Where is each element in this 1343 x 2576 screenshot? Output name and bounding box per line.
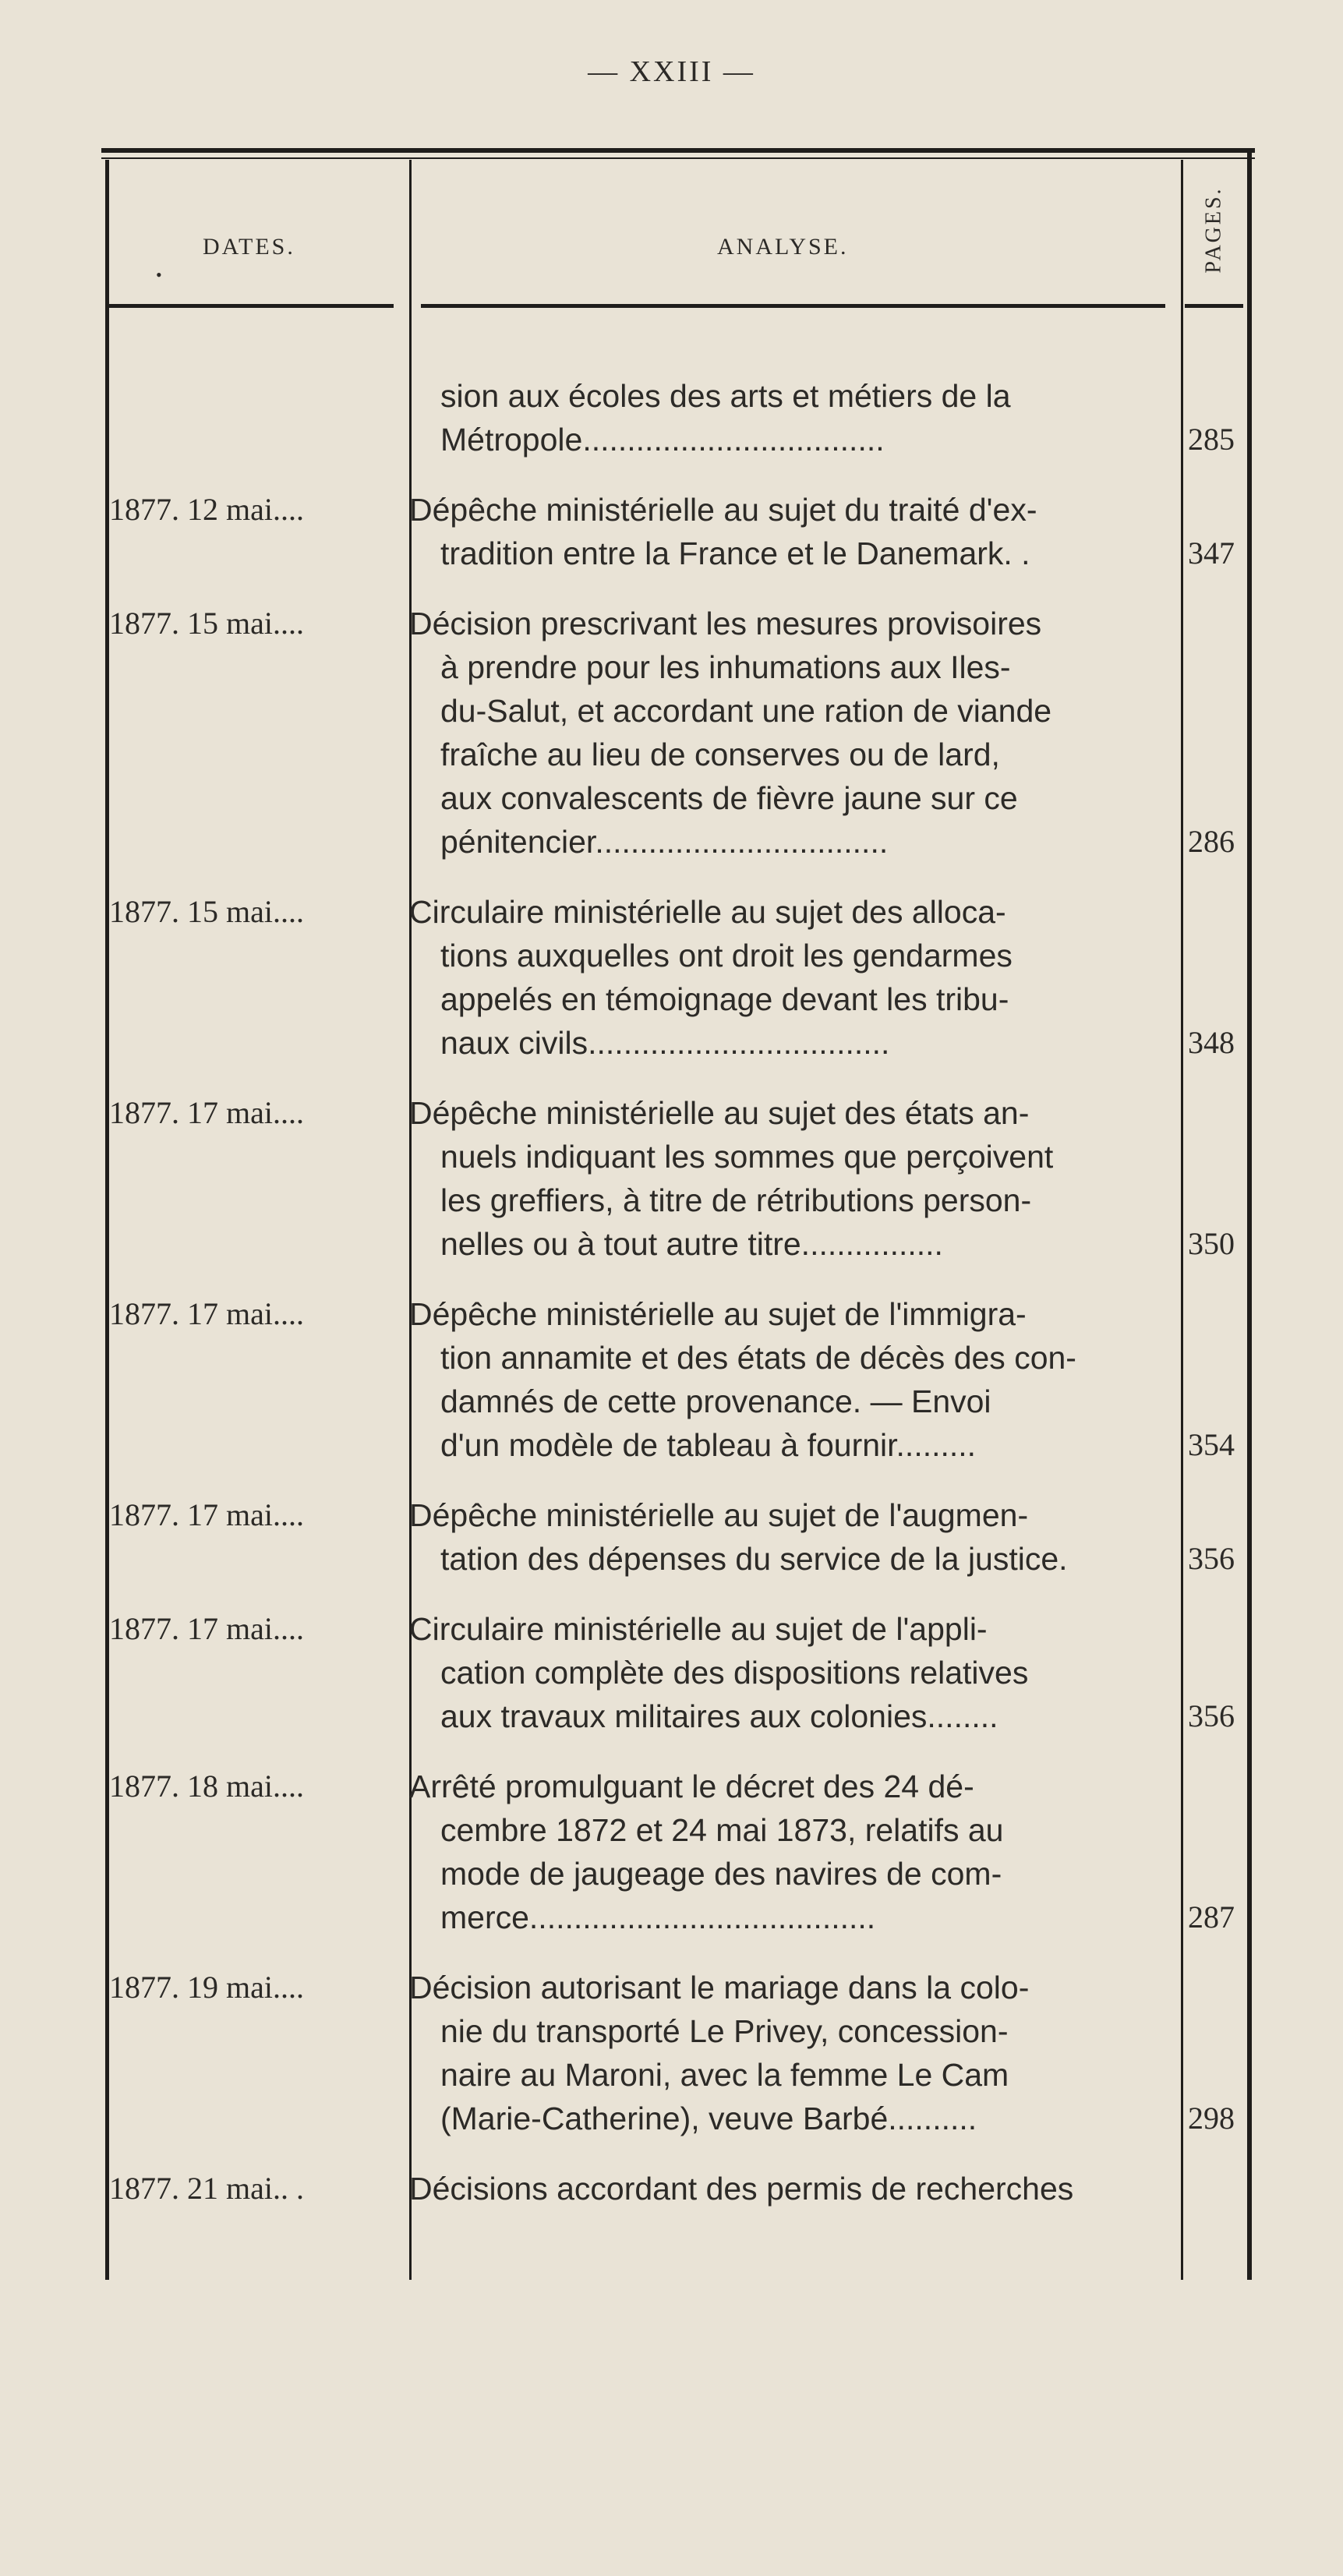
- table-row: [94, 1292, 1255, 1467]
- top-rule: [101, 148, 1255, 153]
- analysis-line: pénitencier.................................: [440, 824, 889, 860]
- entry-page-number: 350: [1188, 1226, 1235, 1261]
- table-row: [94, 374, 1255, 461]
- analysis-line: Décision prescrivant les mesures provisoires: [409, 606, 1042, 641]
- analysis-line: damnés de cette provenance. — Envoi: [440, 1383, 991, 1419]
- entry-analysis: [394, 488, 1173, 575]
- entry-analysis: [394, 1091, 1173, 1266]
- analysis-line: Dépêche ministérielle au sujet du traité d'ex-: [409, 492, 1037, 528]
- entry-page-number: 287: [1188, 1899, 1235, 1935]
- table-row: [94, 1966, 1255, 2140]
- entry-page-number: 285: [1188, 422, 1235, 457]
- analysis-line: naire au Maroni, avec la femme Le Cam: [440, 2057, 1009, 2093]
- column-header-pages-label: PAGES.: [1202, 186, 1226, 274]
- analysis-line: tation des dépenses du service de la justice.: [440, 1541, 1068, 1577]
- table-row: [94, 890, 1255, 1065]
- entry-analysis: [394, 1765, 1173, 1939]
- entry-page-number: 347: [1188, 535, 1235, 571]
- header-rule-dates: [109, 304, 394, 308]
- analysis-line: merce.......................................: [440, 1899, 876, 1935]
- analysis-line: Dépêche ministérielle au sujet des états an-: [409, 1095, 1030, 1131]
- entry-analysis: [394, 1607, 1173, 1738]
- ink-mark: •: [156, 265, 162, 284]
- analysis-line: cation complète des dispositions relatives: [440, 1655, 1029, 1691]
- column-header-pages: [1183, 187, 1246, 273]
- entry-page-number: 286: [1188, 824, 1235, 859]
- analysis-line: nelles ou à tout autre titre................: [440, 1226, 943, 1262]
- entry-date: 1877. 21 mai.. .: [109, 2171, 304, 2206]
- entry-analysis: [394, 1493, 1173, 1581]
- entry-page-number: 356: [1188, 1541, 1235, 1576]
- entry-date: 1877. 15 mai....: [109, 894, 304, 929]
- analysis-line: fraîche au lieu de conserves ou de lard,: [440, 737, 1000, 772]
- analysis-line: mode de jaugeage des navires de com-: [440, 1856, 1002, 1892]
- header-rule-analyse: [421, 304, 1165, 308]
- entry-date: 1877. 12 mai....: [109, 492, 304, 527]
- entry-page-number: 356: [1188, 1698, 1235, 1733]
- column-header-analyse: ANALYSE.: [717, 234, 849, 260]
- entry-page-number: 298: [1188, 2101, 1235, 2136]
- table-row: [94, 602, 1255, 864]
- entry-date: 1877. 17 mai....: [109, 1497, 304, 1532]
- analysis-line: Métropole..................................: [440, 422, 885, 458]
- analysis-line: Arrêté promulguant le décret des 24 dé-: [409, 1769, 974, 1804]
- entry-analysis: [394, 374, 1173, 461]
- analysis-line: du-Salut, et accordant une ration de viande: [440, 693, 1052, 729]
- table-row: [94, 2167, 1255, 2210]
- entry-analysis: [394, 1966, 1173, 2140]
- entry-date: 1877. 19 mai....: [109, 1970, 304, 2005]
- analysis-line: (Marie-Catherine), veuve Barbé..........: [440, 2101, 977, 2136]
- analysis-line: Circulaire ministérielle au sujet des alloca-: [409, 894, 1006, 930]
- page-header: — XXIII —: [588, 55, 755, 88]
- entry-analysis: [394, 2167, 1173, 2210]
- entry-date: 1877. 17 mai....: [109, 1296, 304, 1331]
- analysis-line: aux convalescents de fièvre jaune sur ce: [440, 780, 1018, 816]
- analysis-line: Décision autorisant le mariage dans la colo-: [409, 1970, 1030, 2005]
- analysis-line: sion aux écoles des arts et métiers de la: [440, 378, 1011, 414]
- analysis-line: Dépêche ministérielle au sujet de l'immigra-: [409, 1296, 1027, 1332]
- table-row: [94, 1765, 1255, 1939]
- entry-date: 1877. 17 mai....: [109, 1611, 304, 1646]
- analysis-line: naux civils..................................: [440, 1025, 890, 1061]
- analysis-line: Circulaire ministérielle au sujet de l'appli-: [409, 1611, 988, 1647]
- entry-analysis: [394, 1292, 1173, 1467]
- analysis-line: Dépêche ministérielle au sujet de l'augmen-: [409, 1497, 1029, 1533]
- entry-analysis: [394, 890, 1173, 1065]
- analysis-line: les greffiers, à titre de rétributions person-: [440, 1182, 1032, 1218]
- table-row: [94, 1607, 1255, 1738]
- header-rule-pages: [1185, 304, 1243, 308]
- analysis-line: cembre 1872 et 24 mai 1873, relatifs au: [440, 1812, 1004, 1848]
- column-header-dates: DATES.: [203, 234, 295, 260]
- entry-date: 1877. 15 mai....: [109, 606, 304, 641]
- analysis-line: aux travaux militaires aux colonies........: [440, 1698, 998, 1734]
- top-rule-thin: [101, 157, 1255, 159]
- table-row: [94, 1493, 1255, 1581]
- analysis-line: nie du transporté Le Privey, concession-: [440, 2013, 1009, 2049]
- analysis-line: à prendre pour les inhumations aux Iles-: [440, 649, 1011, 685]
- analysis-line: tradition entre la France et le Danemark. .: [440, 535, 1030, 571]
- analysis-line: tion annamite et des états de décès des con-: [440, 1340, 1076, 1376]
- entry-page-number: 354: [1188, 1427, 1235, 1462]
- entries-list: [94, 374, 1255, 2210]
- analysis-line: appelés en témoignage devant les tribu-: [440, 981, 1009, 1017]
- entry-page-number: 348: [1188, 1025, 1235, 1060]
- analysis-line: Décisions accordant des permis de recherches: [409, 2171, 1074, 2207]
- analysis-line: d'un modèle de tableau à fournir.........: [440, 1427, 977, 1463]
- entry-analysis: [394, 602, 1173, 864]
- entry-date: 1877. 18 mai....: [109, 1769, 304, 1804]
- analysis-line: tions auxquelles ont droit les gendarmes: [440, 938, 1013, 974]
- entry-date: 1877. 17 mai....: [109, 1095, 304, 1130]
- table-row: [94, 488, 1255, 575]
- analysis-line: nuels indiquant les sommes que perçoivent: [440, 1139, 1054, 1175]
- table-row: [94, 1091, 1255, 1266]
